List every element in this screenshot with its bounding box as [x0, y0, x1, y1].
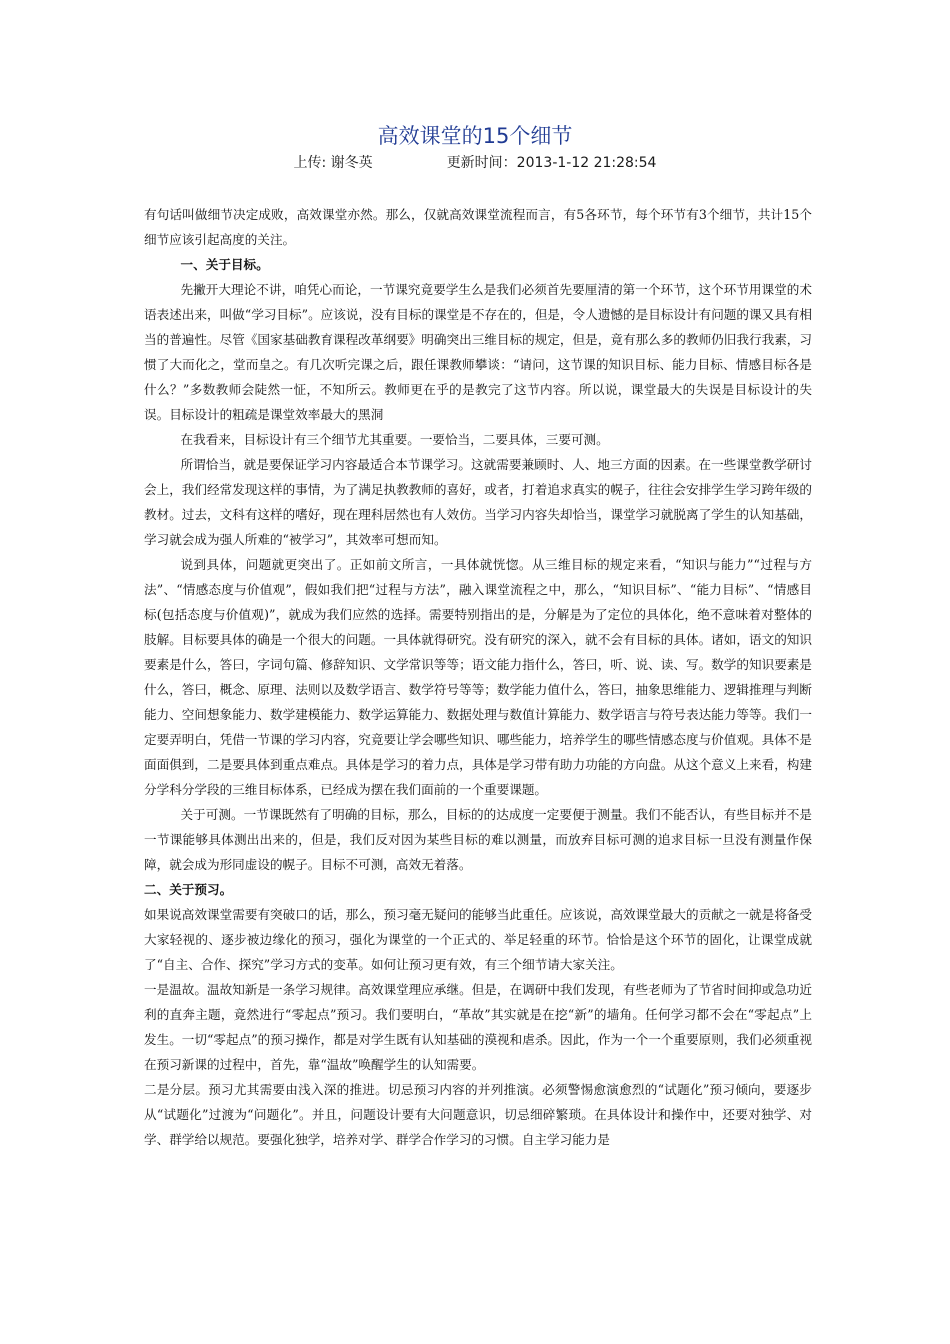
updated-time-text: 更新时间：2013-1-12 21:28:54 — [446, 155, 657, 171]
section-heading-goals: 一、关于目标。 — [180, 257, 269, 272]
paragraph: 关于可测。一节课既然有了明确的目标，那么，目标的的达成度一定要便于测量。我们不能否认，有些目标并不是一节课能够具体测出出来的，但是，我们反对因为某些目标的难以测量，而放弃目标可测的追求目标一旦没有测量作保障，就会成为形同虚设的幌子。目标不可测，高效无着落。 — [144, 807, 812, 872]
document-title: 高效课堂的15个细节 — [377, 124, 573, 148]
paragraph: 先撇开大理论不讲，咱凭心而论，一节课究竟要学生么是我们必须首先要厘清的第一个环节，这个环节用课堂的术语表述出来，叫做“学习目标”。应该说，没有目标的课堂是不存在的，但是，令人遗憾的是目标设计有问题的课又具有相当的普遍性。尽管《国家基础教育课程改革纲要》明确突出三维目标的规定，但是，竟有那么多的教师仍旧我行我素，习惯了大而化之，堂而皇之。有几次听完课之后，跟任课教师攀谈：“请问，这节课的知识目标、能力目标、情感目标各是什么？”多数教师会陡然一怔，不知所云。教师更在乎的是教完了这节内容。所以说，课堂最大的失误是目标设计的失误。目标设计的粗疏是课堂效率最大的黑洞 — [144, 282, 812, 422]
document-meta — [0, 153, 950, 173]
paragraph: 在我看来，目标设计有三个细节尤其重要。一要恰当，二要具体，三要可测。 — [180, 432, 609, 447]
paragraph: 说到具体，问题就更突出了。正如前文所言，一具体就恍惚。从三维目标的规定来看，“知识与能力”“过程与方法”、“情感态度与价值观”，假如我们把“过程与方法”，融入课堂流程之中，那么，“知识目标”、“能力目标”、“情感目标(包括态度与价值观)”，就成为我们应然的选择。需要特别指出的是，分解是为了定位的具体化，绝不意味着对整体的肢解。目标要具体的确是一个很大的问题。一具体就得研究。没有研究的深入，就不会有目标的具体。诸如，语文的知识要素是什么，答曰，字词句篇、修辞知识、文学常识等等；语文能力指什么，答曰，听、说、读、写。数学的知识要素是什么，答曰，概念、原理、法则以及数学语言、数学符号等等；数学能力值什么，答曰，抽象思维能力、逻辑推理与判断能力、空间想象能力、数学建模能力、数学运算能力、数据处理与数值计算能力、数学语言与符号表达能力等等。我们一定要弄明白，凭借一节课的学习内容，究竟要让学会哪些知识、哪些能力，培养学生的哪些情感态度与价值观。具体不是面面俱到，二是要具体到重点难点。具体是学习的着力点，具体是学习带有助力功能的方向盘。从这个意义上来看，构建分学科分学段的三维目标体系，已经成为摆在我们面前的一个重要课题。 — [144, 557, 812, 797]
section-heading-preview: 二、关于预习。 — [144, 882, 233, 897]
document-body — [144, 202, 812, 1152]
paragraph: 所谓恰当，就是要保证学习内容最适合本节课学习。这就需要兼顾时、人、地三方面的因素。在一些课堂教学研讨会上，我们经常发现这样的事情，为了满足执教教师的喜好，或者，打着追求真实的幌子，往往会安排学生学习跨年级的教材。过去，文科有这样的嗜好，现在理科居然也有人效仿。当学习内容失却恰当，课堂学习就脱离了学生的认知基础，学习就会成为强人所难的“被学习”，其效率可想而知。 — [144, 457, 812, 547]
paragraph: 二是分层。预习尤其需要由浅入深的推进。切忌预习内容的并列推演。必须警惕愈演愈烈的“试题化”预习倾向，要逐步从“试题化”过渡为“问题化”。并且，问题设计要有大问题意识，切忌细碎繁琐。在具体设计和操作中，还要对独学、对学、群学给以规范。要强化独学，培养对学、群学合作学习的习惯。自主学习能力是 — [144, 1082, 812, 1147]
paragraph: 如果说高效课堂需要有突破口的话，那么，预习毫无疑问的能够当此重任。应该说，高效课堂最大的贡献之一就是将备受大家轻视的、逐步被边缘化的预习，强化为课堂的一个正式的、举足轻重的环节。恰恰是这个环节的固化，让课堂成就了“自主、合作、探究”学习方式的变革。如何让预习更有效，有三个细节请大家关注。 — [144, 907, 812, 972]
paragraph: 一是温故。温故知新是一条学习规律。高效课堂理应承继。但是，在调研中我们发现，有些老师为了节省时间抑或急功近利的直奔主题，竟然进行“零起点”预习。我们要明白，“革故”其实就是在挖“新”的墙角。任何学习都不会在“零起点”上发生。一切“零起点”的预习操作，都是对学生既有认知基础的漠视和虐杀。因此，作为一个一个重要原则，我们必须重视在预习新课的过程中，首先，靠“温故”唤醒学生的认知需要。 — [144, 982, 812, 1072]
uploader-text: 上传: 谢冬英 — [293, 155, 373, 171]
intro-paragraph: 有句话叫做细节决定成败，高效课堂亦然。那么，仅就高效课堂流程而言，有5各环节，每个环节有3个细节，共计15个细节应该引起高度的关注。 — [144, 207, 812, 247]
